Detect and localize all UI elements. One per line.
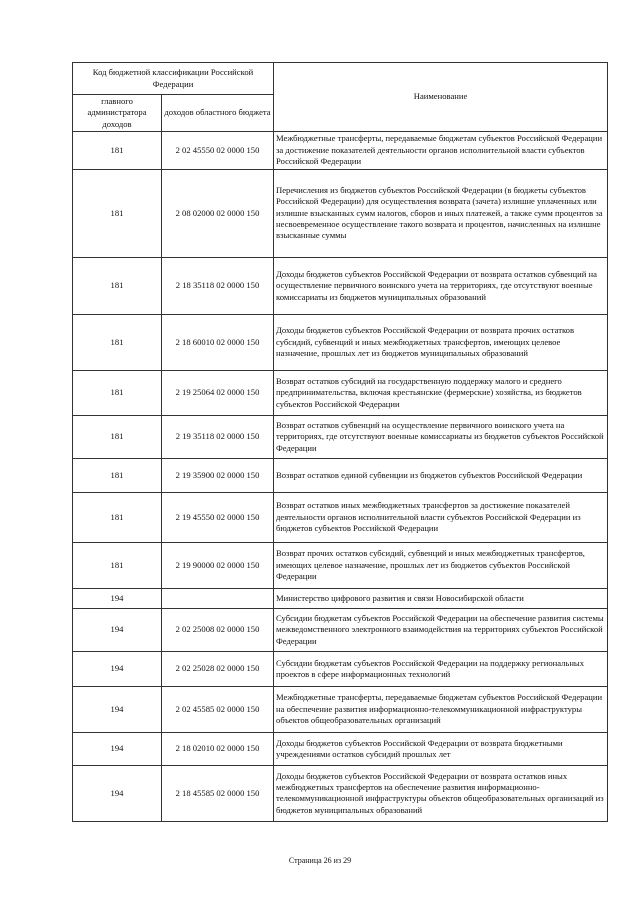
admin-code-cell: 181 xyxy=(73,458,162,492)
income-code-cell: 2 18 60010 02 0000 150 xyxy=(162,314,274,370)
table-header xyxy=(73,63,608,132)
table-row xyxy=(73,542,608,588)
name-cell: Межбюджетные трансферты, передаваемые бюджетам субъектов Российской Федерации на обеспечение развития информационно-телекоммуникационной инфраструктуры объектов общеобразовательных организаций xyxy=(274,686,608,732)
admin-code-cell: 181 xyxy=(73,169,162,257)
table-row xyxy=(73,458,608,492)
name-cell: Возврат остатков иных межбюджетных трансфертов за достижение показателей деятельности органов исполнительной власти субъектов Российской Федерации из бюджетов субъектов Российской Федерации xyxy=(274,492,608,542)
table-row xyxy=(73,415,608,458)
income-code-cell: 2 08 02000 02 0000 150 xyxy=(162,169,274,257)
table-row xyxy=(73,608,608,651)
table-row xyxy=(73,492,608,542)
name-cell: Доходы бюджетов субъектов Российской Федерации от возврата остатков субвенций на осуществление первичного воинского учета на территориях, где отсутствуют военные комиссариаты из бюджетов муниципальных образований xyxy=(274,257,608,314)
header-code: доходов областного бюджета xyxy=(162,95,274,132)
table-row xyxy=(73,732,608,765)
section-name-cell: Министерство цифрового развития и связи Новосибирской области xyxy=(274,588,608,608)
admin-code-cell: 194 xyxy=(73,732,162,765)
table-row xyxy=(73,651,608,686)
income-code-cell: 2 19 25064 02 0000 150 xyxy=(162,370,274,415)
income-code-cell: 2 18 02010 02 0000 150 xyxy=(162,732,274,765)
table-row xyxy=(73,314,608,370)
income-code-cell: 2 18 45585 02 0000 150 xyxy=(162,765,274,821)
table-row xyxy=(73,686,608,732)
income-code-cell: 2 19 35118 02 0000 150 xyxy=(162,415,274,458)
income-code-cell: 2 19 45550 02 0000 150 xyxy=(162,492,274,542)
page-number: Страница 26 из 29 xyxy=(288,856,352,865)
name-cell: Возврат остатков единой субвенции из бюджетов субъектов Российской Федерации xyxy=(274,458,608,492)
name-cell: Субсидии бюджетам субъектов Российской Федерации на обеспечение развития системы межведомственного электронного взаимодействия на территориях субъектов Российской Федерации xyxy=(274,608,608,651)
table-row xyxy=(73,370,608,415)
name-cell: Возврат остатков субсидий на государственную поддержку малого и среднего предпринимательства, включая крестьянские (фермерские) хозяйства, из бюджетов субъектов Российской Федерации xyxy=(274,370,608,415)
income-code-cell xyxy=(162,588,274,608)
name-cell: Доходы бюджетов субъектов Российской Федерации от возврата прочих остатков субсидий, субвенций и иных межбюджетных трансфертов, имеющих целевое назначение, прошлых лет из бюджетов муниципальных образований xyxy=(274,314,608,370)
admin-code-cell: 181 xyxy=(73,415,162,458)
admin-code-cell: 194 xyxy=(73,588,162,608)
admin-code-cell: 181 xyxy=(73,314,162,370)
name-cell: Возврат остатков субвенций на осуществление первичного воинского учета на территориях, где отсутствуют военные комиссариаты из бюджетов субъектов Российской Федерации xyxy=(274,415,608,458)
admin-code-cell: 194 xyxy=(73,765,162,821)
income-code-cell: 2 02 45585 02 0000 150 xyxy=(162,686,274,732)
table-row xyxy=(73,169,608,257)
name-cell: Перечисления из бюджетов субъектов Российской Федерации (в бюджеты субъектов Российской Федерации) для осуществления возврата (зачета) излишне уплаченных или излишне взысканных сумм налогов, сборов и иных платежей, а также сумм процентов за несвоевременное осуществление такого возврата и процентов, начисленных на излишне взысканные суммы xyxy=(274,169,608,257)
admin-code-cell: 194 xyxy=(73,651,162,686)
admin-code-cell: 181 xyxy=(73,370,162,415)
admin-code-cell: 181 xyxy=(73,257,162,314)
table-row xyxy=(73,131,608,169)
income-code-cell: 2 19 90000 02 0000 150 xyxy=(162,542,274,588)
table-body xyxy=(73,131,608,821)
income-code-cell: 2 02 45550 02 0000 150 xyxy=(162,131,274,169)
admin-code-cell: 181 xyxy=(73,542,162,588)
table-row xyxy=(73,257,608,314)
header-name: Наименование xyxy=(274,63,608,132)
table-row xyxy=(73,765,608,821)
section-heading-row xyxy=(73,588,608,608)
header-admin: главного администратора доходов xyxy=(73,95,162,132)
budget-classification-table xyxy=(72,62,608,822)
income-code-cell: 2 19 35900 02 0000 150 xyxy=(162,458,274,492)
name-cell: Субсидии бюджетам субъектов Российской Федерации на поддержку региональных проектов в сфере информационных технологий xyxy=(274,651,608,686)
admin-code-cell: 181 xyxy=(73,492,162,542)
name-cell: Возврат прочих остатков субсидий, субвенций и иных межбюджетных трансфертов, имеющих целевое назначение, прошлых лет из бюджетов субъектов Российской Федерации xyxy=(274,542,608,588)
income-code-cell: 2 02 25008 02 0000 150 xyxy=(162,608,274,651)
admin-code-cell: 181 xyxy=(73,131,162,169)
admin-code-cell: 194 xyxy=(73,608,162,651)
name-cell: Доходы бюджетов субъектов Российской Федерации от возврата бюджетными учреждениями остатков субсидий прошлых лет xyxy=(274,732,608,765)
admin-code-cell: 194 xyxy=(73,686,162,732)
income-code-cell: 2 18 35118 02 0000 150 xyxy=(162,257,274,314)
header-code-group: Код бюджетной классификации Российской Федерации xyxy=(73,63,274,95)
name-cell: Доходы бюджетов субъектов Российской Федерации от возврата остатков иных межбюджетных трансфертов на обеспечение развития информационно-телекоммуникационной инфраструктуры объектов общеобразовательных организаций из бюджетов муниципальных образований xyxy=(274,765,608,821)
income-code-cell: 2 02 25028 02 0000 150 xyxy=(162,651,274,686)
name-cell: Межбюджетные трансферты, передаваемые бюджетам субъектов Российской Федерации за достижение показателей деятельности органов исполнительной власти субъектов Российской Федерации xyxy=(274,131,608,169)
